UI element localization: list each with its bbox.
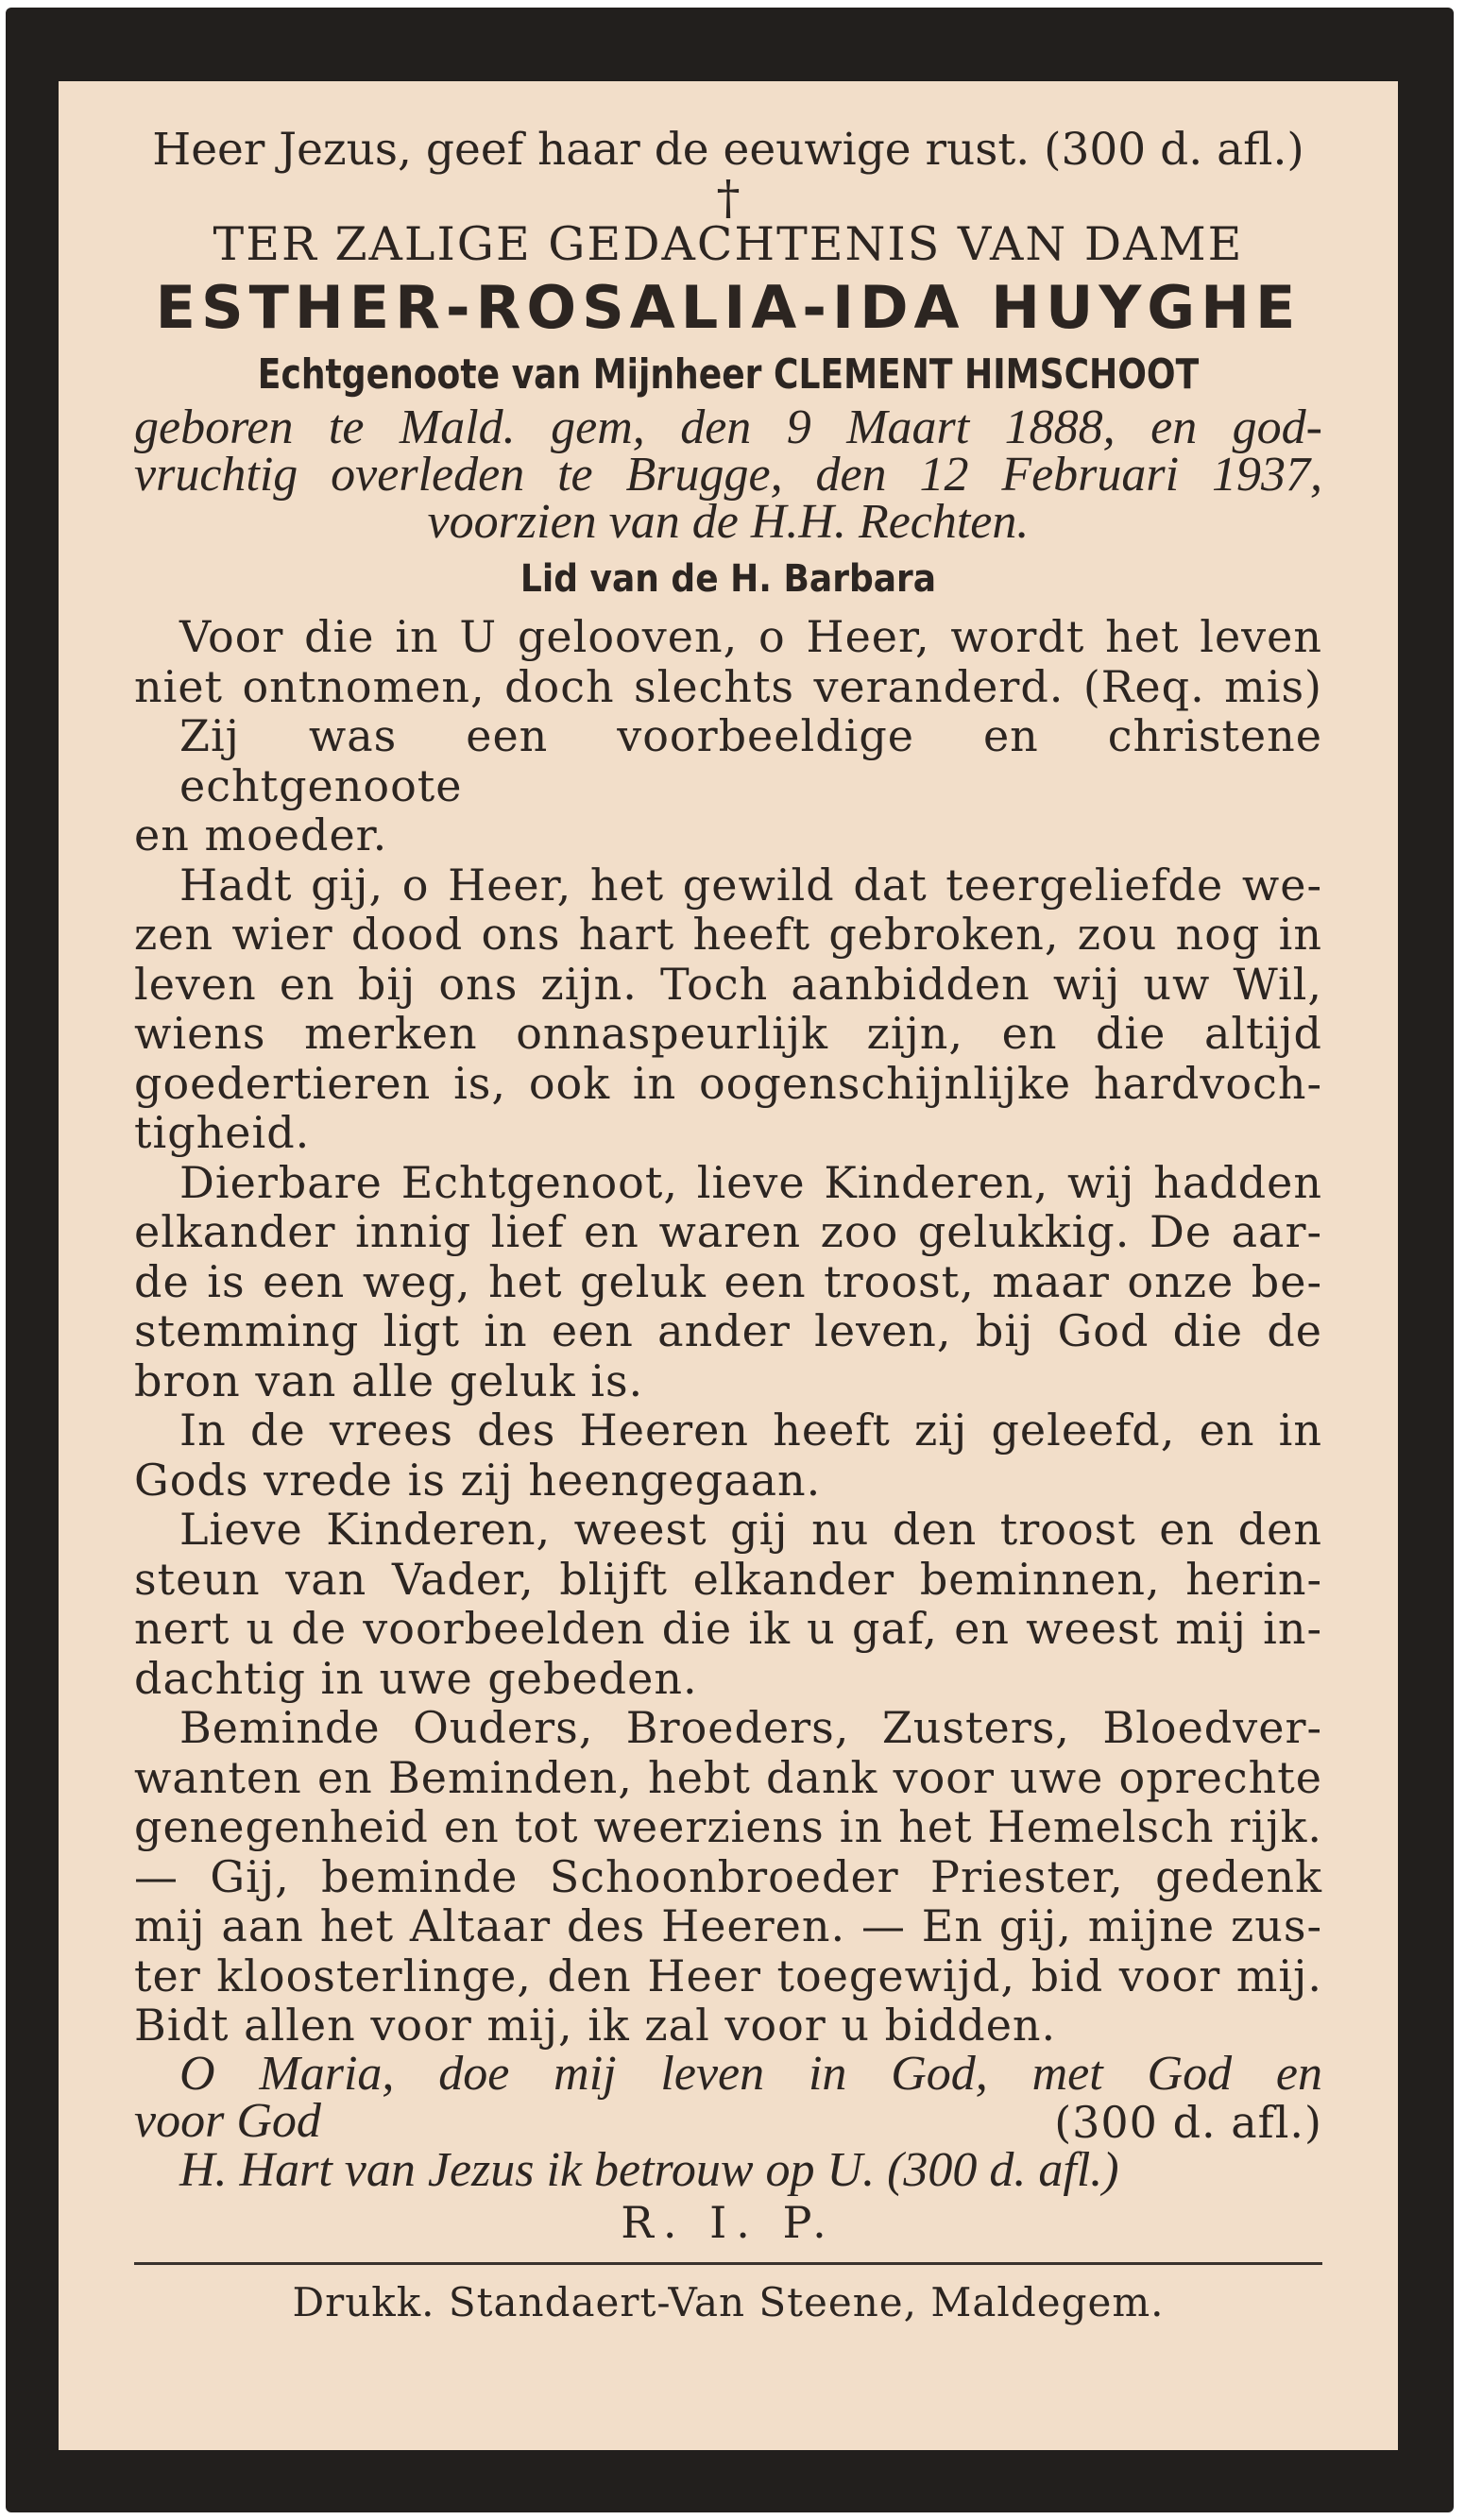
closing-prayer-line-2-text: voor God <box>134 2093 321 2148</box>
body-line: niet ontnomen, doch slechts veranderd. (Req. mis) <box>134 660 1322 712</box>
body-line: steun van Vader, blijft elkander beminnen, herin- <box>134 1553 1322 1605</box>
body-line: zen wier dood ons hart heeft gebroken, zou nog in <box>134 909 1322 960</box>
memorial-title: TER ZALIGE GEDACHTENIS VAN DAME <box>213 217 1244 271</box>
indulgence-note: (300 d. afl.) <box>1054 2096 1322 2148</box>
body-line: wiens merken onnaspeurlijk zijn, en die altijd <box>134 1008 1322 1059</box>
card-content <box>134 125 1322 2341</box>
body-line: Beminde Ouders, Broeders, Zusters, Bloedver- <box>179 1702 1322 1753</box>
printer-line: Drukk. Standaert-Van Steene, Maldegem. <box>292 2279 1165 2325</box>
body-line: ter kloosterlinge, den Heer toegewijd, bid voor mij. <box>134 1950 1322 2001</box>
spouse-line: Echtgenoote van Mijnheer CLEMENT HIMSCHOOT <box>257 350 1200 399</box>
death-line: vruchtig overleden te Brugge, den 12 Februari 1937, <box>134 448 1322 502</box>
birth-line: geboren te Mald. gem, den 9 Maart 1888, en god- <box>134 400 1322 454</box>
memorial-card <box>6 8 1454 2512</box>
body-line: Bidt allen voor mij, ik zal voor u bidden. <box>134 2000 1057 2051</box>
body-line: Hadt gij, o Heer, het gewild dat teergeliefde we- <box>179 859 1322 911</box>
body-line: Dierbare Echtgenoot, lieve Kinderen, wij hadden <box>179 1156 1322 1208</box>
body-line: bron van alle geluk is. <box>134 1354 644 1406</box>
body-line: Gods vrede is zij heengegaan. <box>134 1454 822 1506</box>
body-line: Voor die in U gelooven, o Heer, wordt het leven <box>179 611 1322 662</box>
body-line: tigheid. <box>134 1107 311 1158</box>
membership-line: Lid van de H. Barbara <box>520 557 937 601</box>
opening-prayer: Heer Jezus, geef haar de eeuwige rust. (300 d. afl.) <box>152 124 1304 176</box>
card-paper <box>59 81 1398 2450</box>
sacred-heart-prayer: H. Hart van Jezus ik betrouw op U. (300 d. afl.) <box>179 2143 1119 2197</box>
body-line: genegenheid en tot weerziens in het Hemelsch rijk. <box>134 1801 1322 1852</box>
body-line: — Gij, beminde Schoonbroeder Priester, gedenk <box>134 1850 1322 1902</box>
body-line: en moeder. <box>134 809 388 860</box>
body-text <box>134 612 1322 2051</box>
sacraments-line: voorzien van de H.H. Rechten. <box>427 495 1030 549</box>
body-line: leven en bij ons zijn. Toch aanbidden wij uw Wil, <box>134 958 1322 1010</box>
body-line: mij aan het Altaar des Heeren. — En gij, mijne zus- <box>134 1900 1322 1951</box>
body-line: In de vrees des Heeren heeft zij geleefd, en in <box>179 1405 1322 1456</box>
body-line: nert u de voorbeelden die ik u gaf, en weest mij in- <box>134 1603 1322 1654</box>
body-line: dachtig in uwe gebeden. <box>134 1652 698 1704</box>
deceased-name: ESTHER-ROSALIA-IDA HUYGHE <box>155 273 1302 342</box>
body-line: stemming ligt in een ander leven, bij God die de <box>134 1305 1322 1356</box>
rip-line: R. I. P. <box>621 2197 836 2248</box>
cross-icon: † <box>716 170 741 225</box>
body-line: de is een weg, het geluk een troost, maar onze be- <box>134 1255 1322 1307</box>
body-line: goedertieren is, ook in oogenschijnlijke hardvoch- <box>134 1057 1322 1109</box>
closing-prayer-line-2 <box>134 2093 1322 2148</box>
body-line: Lieve Kinderen, weest gij nu den troost en den <box>179 1504 1322 1555</box>
body-line: wanten en Beminden, hebt dank voor uwe oprechte <box>134 1751 1322 1803</box>
closing-prayer-line-1: O Maria, doe mij leven in God, met God en <box>179 2046 1322 2101</box>
body-line: Zij was een voorbeeldige en christene echtgenoote <box>179 710 1322 811</box>
body-line: elkander innig lief en waren zoo gelukkig. De aar- <box>134 1206 1322 1257</box>
